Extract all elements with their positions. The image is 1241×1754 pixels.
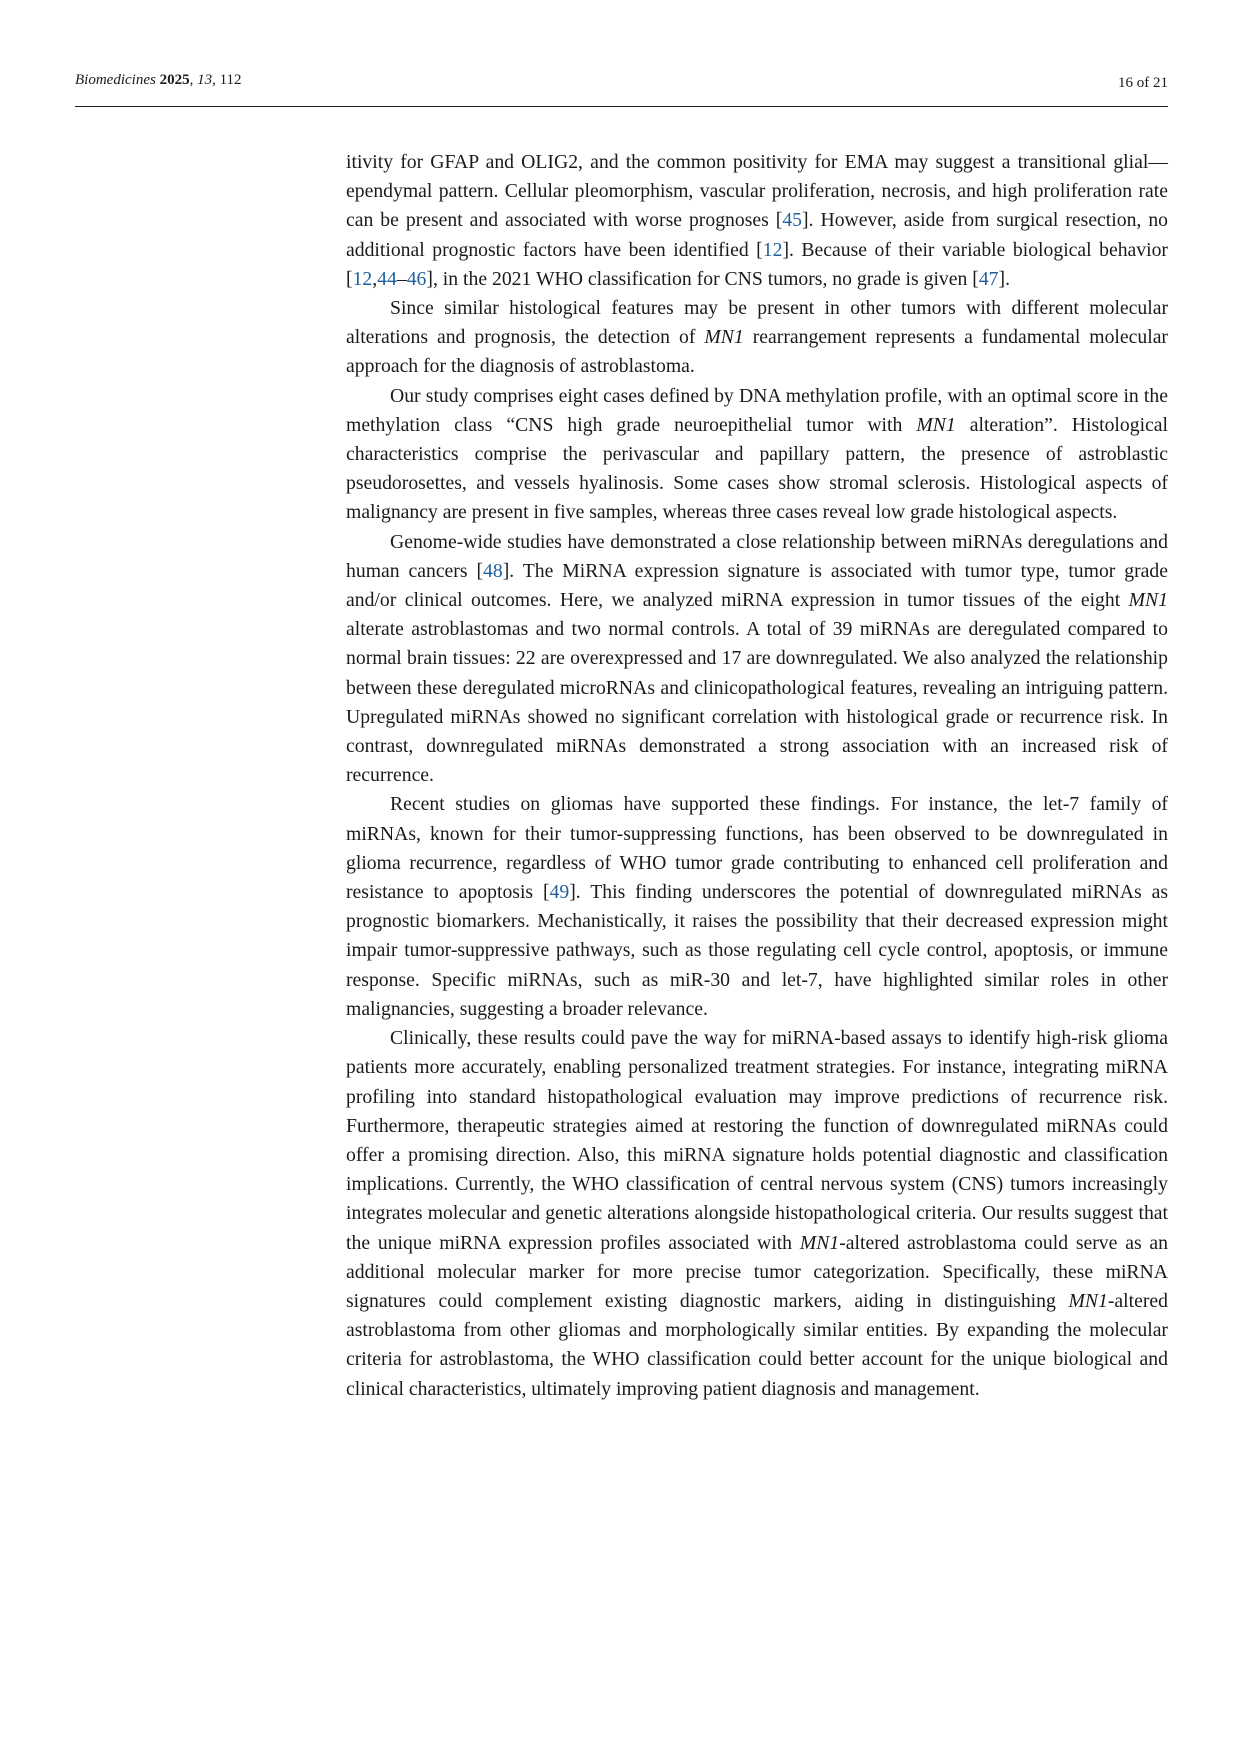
- text-run: Clinically, these results could pave the way for miRNA-based assays to identify high-risk glioma patients more accurately, enabling personalized treatment strategies. For instance, integrating miRNA profiling into standard histopathological evaluation may improve predictions of recurrence risk. Furthermore, therapeutic strategies aimed at restoring the function of downregulated miRNAs could offer a promising direction. Also, this miRNA signature holds potential diagnostic and classification implications. Currently, the WHO classification of central nervous system (CNS) tumors increasingly integrates molecular and genetic alterations alongside histopathological criteria. Our results suggest that the unique miRNA expression profiles associated with: [346, 1027, 1168, 1254]
- text-run: Recent studies on gliomas have supported these findings. For instance, the let-7 family of miRNAs, known for their tumor-suppressing functions, has been observed to be downregulated in glioma recurrence, regardless of WHO tumor grade contributing to enhanced cell proliferation and resistance to apoptosis [: [346, 793, 1168, 904]
- citation-link[interactable]: 44: [377, 267, 397, 290]
- page-header: [75, 72, 1168, 107]
- body-text: [346, 148, 1168, 1404]
- journal-citation: Biomedicines 2025, 13, 112: [75, 72, 242, 88]
- text-run: –: [396, 267, 407, 290]
- text-run: ]. Because of their variable biological behavior [: [346, 238, 1168, 290]
- citation-link[interactable]: 48: [483, 559, 503, 582]
- text-run: ], in the 2021 WHO classification for CNS tumors, no grade is given [: [426, 267, 979, 290]
- journal-volume: 13: [197, 72, 213, 88]
- page-number: 16 of 21: [1118, 75, 1168, 91]
- body-paragraph: [346, 1024, 1168, 1404]
- body-paragraph: [346, 528, 1168, 791]
- article-number: 112: [219, 72, 242, 88]
- text-run: ].: [998, 267, 1010, 290]
- text-run: Our study comprises eight cases defined by DNA methylation profile, with an optimal score in the methylation class “CNS high grade neuroepithelial tumor with: [346, 384, 1168, 436]
- citation-link[interactable]: 49: [549, 881, 570, 904]
- text-run: rearrangement represents a fundamental molecular approach for the diagnosis of astroblastoma.: [346, 326, 1168, 378]
- gene-name: MN1: [799, 1231, 840, 1254]
- text-run: Since similar histological features may be present in other tumors with different molecular alterations and prognosis, the detection of: [346, 297, 1168, 349]
- citation-link[interactable]: 47: [978, 267, 999, 290]
- text-run: ]. However, aside from surgical resection, no additional prognostic factors have been identified [: [346, 209, 1169, 261]
- gene-name: MN1: [1128, 589, 1168, 612]
- body-paragraph: [346, 148, 1168, 294]
- journal-year: 2025: [159, 72, 190, 88]
- text-run: -altered astroblastoma could serve as an additional molecular marker for more precise tumor categorization. Specifically, these miRNA signatures could complement existing diagnostic markers, aiding in distinguishing: [346, 1231, 1168, 1312]
- text-run: ,: [372, 267, 378, 290]
- text-run: alterate astroblastomas and two normal controls. A total of 39 miRNAs are deregulated compared to normal brain tissues: 22 are overexpressed and 17 are downregulated. We also analyzed the relationship between these deregulated microRNAs and clinicopathological features, revealing an intriguing pattern. Upregulated miRNAs showed no significant correlation with histological grade or recurrence risk. In contrast, downregulated miRNAs demonstrated a strong association with an increased risk of recurrence.: [346, 618, 1168, 787]
- text-run: ]. The MiRNA expression signature is associated with tumor type, tumor grade and/or clinical outcomes. Here, we analyzed miRNA expression in tumor tissues of the eight: [346, 559, 1168, 612]
- gene-name: MN1: [916, 413, 956, 436]
- citation-link[interactable]: 12: [352, 267, 373, 290]
- gene-name: MN1: [704, 326, 744, 349]
- text-run: ]. This finding underscores the potential of downregulated miRNAs as prognostic biomarkers. Mechanistically, it raises the possibility that their decreased expression might impair tumor-suppressive pathways, such as those regulating cell cycle control, apoptosis, or immune response. Specific miRNAs, such as miR-30 and let-7, have highlighted similar roles in other malignancies, suggesting a broader relevance.: [346, 881, 1168, 1020]
- citation-link[interactable]: 12: [762, 238, 783, 261]
- text-run: -altered astroblastoma from other gliomas and morphologically similar entities. By expanding the molecular criteria for astroblastoma, the WHO classification could better account for the unique biological and clinical characteristics, ultimately improving patient diagnosis and management.: [346, 1289, 1168, 1400]
- text-run: Genome-wide studies have demonstrated a close relationship between miRNAs deregulations and human cancers [: [346, 530, 1168, 582]
- body-paragraph: [346, 382, 1168, 528]
- citation-link[interactable]: 45: [782, 209, 803, 232]
- text-run: itivity for GFAP and OLIG2, and the common positivity for EMA may suggest a transitional glial—ependymal pattern. Cellular pleomorphism, vascular proliferation, necrosis, and high proliferation rate can be present and associated with worse prognoses [: [346, 151, 1168, 232]
- body-paragraph: [346, 790, 1168, 1024]
- text-run: alteration”. Histological characteristics comprise the perivascular and papillary pattern, the presence of astroblastic pseudorosettes, and vessels hyalinosis. Some cases show stromal sclerosis. Histological aspects of malignancy are present in five samples, whereas three cases reveal low grade histological aspects.: [346, 413, 1168, 524]
- gene-name: MN1: [1068, 1289, 1108, 1312]
- body-paragraph: [346, 294, 1168, 382]
- citation-link[interactable]: 46: [406, 267, 427, 290]
- journal-name: Biomedicines: [75, 72, 156, 88]
